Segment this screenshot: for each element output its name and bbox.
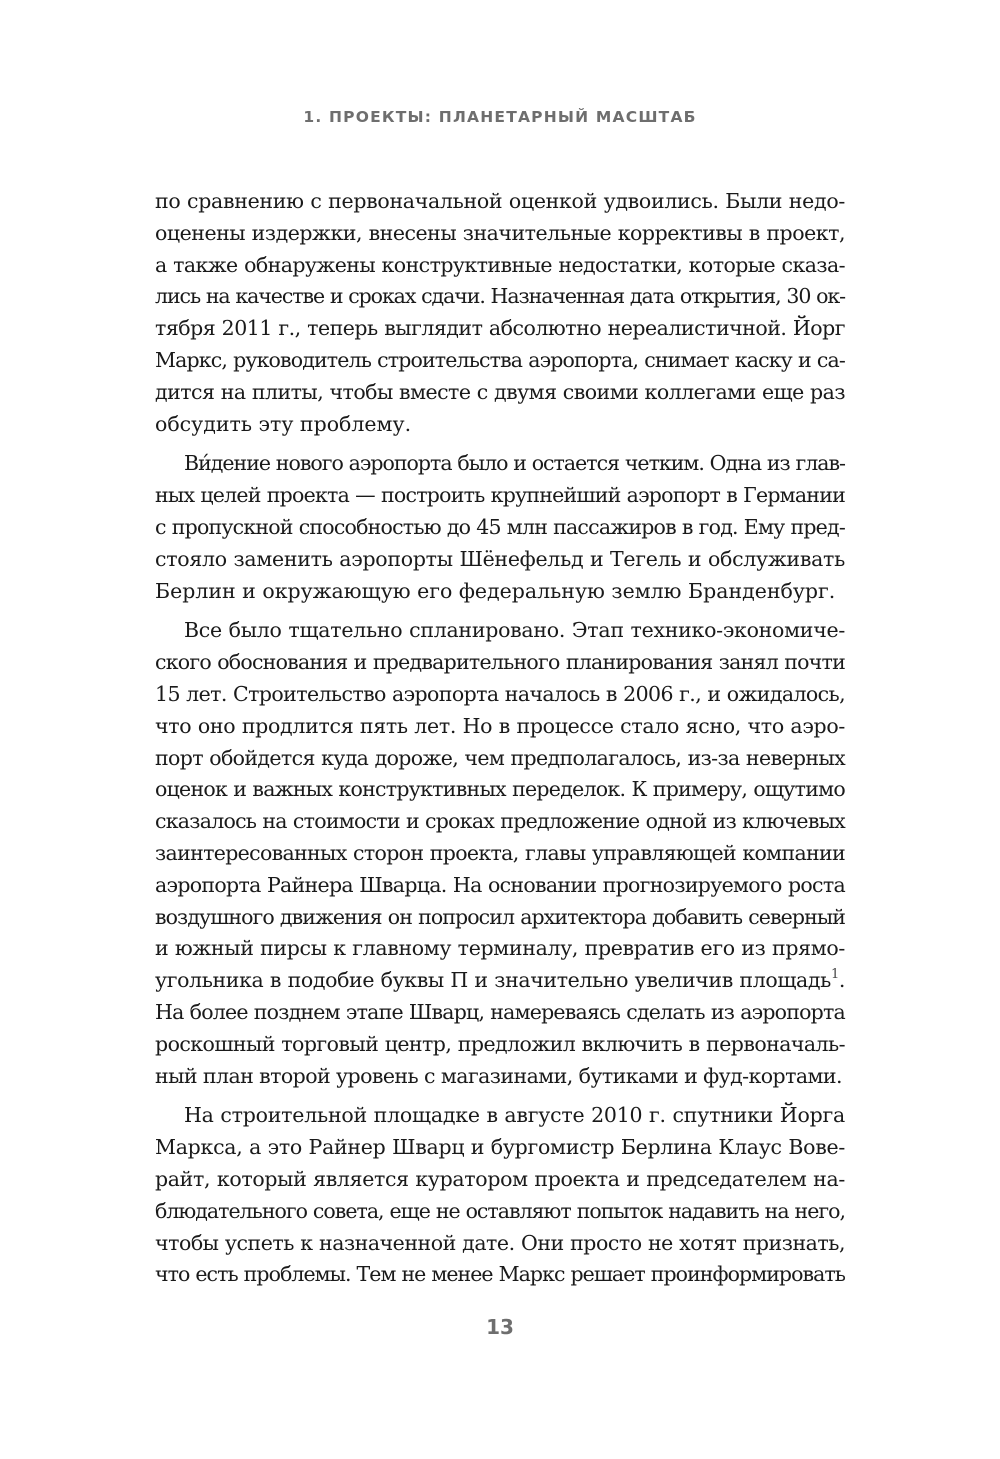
text-line-with-footnote bbox=[155, 965, 845, 997]
text-line: и южный пирсы к главному терминалу, превратив его из прямо- bbox=[155, 936, 845, 961]
footnote-tail: . bbox=[838, 968, 845, 993]
text-line: оценок и важных конструктивных переделок. К примеру, ощутимо bbox=[155, 777, 845, 802]
text-line: обсудить эту проблему. bbox=[155, 411, 412, 436]
text-line: роскошный торговый центр, предложил включить в первоначаль- bbox=[155, 1031, 845, 1056]
text-line: На строительной площадке в августе 2010 г. спутники Йорга bbox=[184, 1103, 845, 1128]
paragraph bbox=[155, 1100, 845, 1291]
text-line: порт обойдется куда дороже, чем предполагалось, из-за неверных bbox=[155, 745, 845, 770]
text-line: по сравнению с первоначальной оценкой удвоились. Были недо- bbox=[155, 189, 845, 213]
text-line: блюдательного совета, еще не оставляют попыток надавить на него, bbox=[155, 1198, 845, 1223]
footnote-reference[interactable]: 1 bbox=[830, 967, 839, 983]
text-line: Ви́дение нового аэропорта было и остается четким. Одна из глав- bbox=[184, 451, 845, 476]
text-line: ского обоснования и предварительного планирования занял почти bbox=[155, 650, 845, 675]
text-line: райт, который является куратором проекта и председателем на- bbox=[155, 1166, 845, 1191]
text-line: воздушного движения он попросил архитектора добавить северный bbox=[155, 904, 845, 929]
text-line: что есть проблемы. Тем не менее Маркс решает проинформировать bbox=[155, 1262, 845, 1287]
text-line: Маркса, а это Райнер Шварц и бургомистр Берлина Клаус Вове- bbox=[155, 1135, 845, 1160]
text-line: Маркс, руководитель строительства аэропорта, снимает каску и са- bbox=[155, 347, 845, 372]
page-number: 13 bbox=[486, 1315, 514, 1339]
text-line: а также обнаружены конструктивные недостатки, которые сказа- bbox=[155, 252, 845, 277]
text-line: заинтересованных сторон проекта, главы управляющей компании bbox=[155, 840, 845, 865]
text-line: с пропускной способностью до 45 млн пассажиров в год. Ему пред- bbox=[155, 514, 845, 539]
text-line: Все было тщательно спланировано. Этап технико-экономиче- bbox=[184, 618, 845, 643]
text-line: сказалось на стоимости и сроках предложение одной из ключевых bbox=[155, 809, 845, 834]
text-line: аэропорта Райнера Шварца. На основании прогнозируемого роста bbox=[155, 872, 845, 897]
text-line-segment: угольника в подобие буквы П и значительно увеличив площадь bbox=[155, 968, 831, 993]
text-line: тября 2011 г., теперь выглядит абсолютно нереалистичной. Йорг bbox=[155, 316, 845, 341]
text-line: ный план второй уровень с магазинами, бутиками и фуд-кортами. bbox=[155, 1063, 842, 1088]
text-line: 15 лет. Строительство аэропорта началось в 2006 г., и ожидалось, bbox=[155, 681, 845, 706]
text-line: оценены издержки, внесены значительные коррективы в проект, bbox=[155, 220, 845, 245]
text-line: чтобы успеть к назначенной дате. Они просто не хотят признать, bbox=[155, 1230, 845, 1255]
text-line: что оно продлится пять лет. Но в процессе стало ясно, что аэро- bbox=[155, 713, 845, 738]
text-line: лись на качестве и сроках сдачи. Назначенная дата открытия, 30 ок- bbox=[155, 284, 845, 309]
paragraph bbox=[155, 186, 845, 440]
text-line: дится на плиты, чтобы вместе с двумя своими коллегами еще раз bbox=[155, 379, 845, 404]
text-line: На более позднем этапе Шварц, намереваясь сделать из аэропорта bbox=[155, 999, 845, 1024]
text-line: ных целей проекта — построить крупнейший аэропорт в Германии bbox=[155, 483, 845, 508]
paragraph bbox=[155, 615, 845, 1092]
text-line: Берлин и окружающую его федеральную землю Бранденбург. bbox=[155, 578, 836, 603]
text-line: стояло заменить аэропорты Шёнефельд и Тегель и обслуживать bbox=[155, 546, 845, 571]
paragraph bbox=[155, 448, 845, 607]
body-text bbox=[155, 186, 845, 1291]
running-head: 1. ПРОЕКТЫ: ПЛАНЕТАРНЫЙ МАСШТАБ bbox=[303, 108, 697, 126]
